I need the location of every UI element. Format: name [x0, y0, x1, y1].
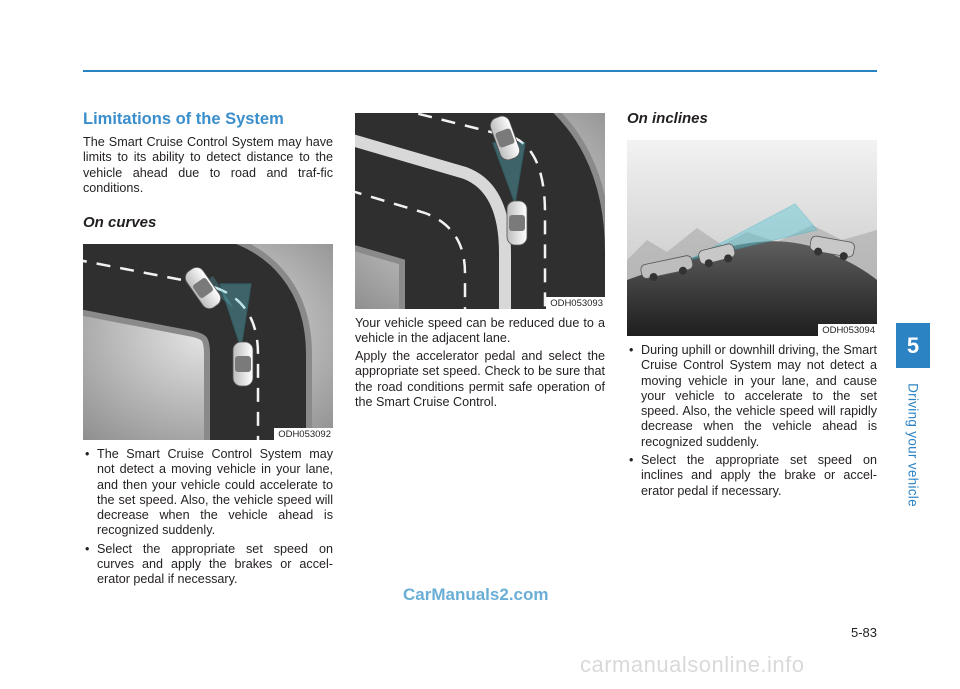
paragraph-accelerator: Apply the accelerator pedal and select the appropriate set speed. Check to be sure that the road conditions permit safe operation of the Smart Cruise Control.	[355, 349, 605, 409]
figure-adjacent-lane	[355, 113, 605, 309]
chapter-title-vertical	[896, 380, 930, 510]
left-bullet-list	[83, 447, 333, 591]
footer-watermark: carmanualsonline.info	[580, 652, 805, 677]
paragraph-adjacent-lane: Your vehicle speed can be reduced due to a vehicle in the adjacent lane.	[355, 316, 605, 346]
figure-curve-road	[83, 244, 333, 440]
section-title: Limitations of the System	[83, 110, 284, 128]
figure-code: ODH053094	[818, 324, 877, 336]
list-item: • Select the appropriate set speed on inclines and apply the brake or accel-erator pedal if necessary.	[627, 453, 877, 499]
page-number: 5-83	[850, 625, 877, 640]
subheading-on-inclines: On inclines	[627, 110, 708, 127]
intro-paragraph: The Smart Cruise Control System may have limits to its ability to detect distance to the vehicle ahead due to road and traf-fic conditions.	[83, 135, 333, 195]
top-rule	[83, 70, 877, 72]
watermark-link[interactable]: CarManuals2.com	[403, 585, 549, 604]
right-bullet-list	[627, 343, 877, 502]
list-item: • Select the appropriate set speed on curves and apply the brakes or accel-erator pedal if necessary.	[83, 542, 333, 588]
chapter-number-tab: 5	[896, 323, 930, 368]
list-item: • The Smart Cruise Control System may not detect a moving vehicle in your lane, and then your vehicle could accelerate to the set speed. Also, the vehicle speed will decrease when the vehicle ahead is recognized suddenly.	[83, 447, 333, 539]
figure-code: ODH053092	[274, 428, 333, 440]
figure-code: ODH053093	[546, 297, 605, 309]
figure-incline	[627, 140, 877, 336]
list-item: • During uphill or downhill driving, the Smart Cruise Control System may not detect a moving vehicle in your lane, and cause your vehicle to accelerate to the set speed. Also, the vehicle speed will rapidly decrease when the vehicle ahead is recognized suddenly.	[627, 343, 877, 450]
subheading-on-curves: On curves	[83, 214, 157, 231]
chapter-title: Driving your vehicle	[905, 383, 921, 507]
